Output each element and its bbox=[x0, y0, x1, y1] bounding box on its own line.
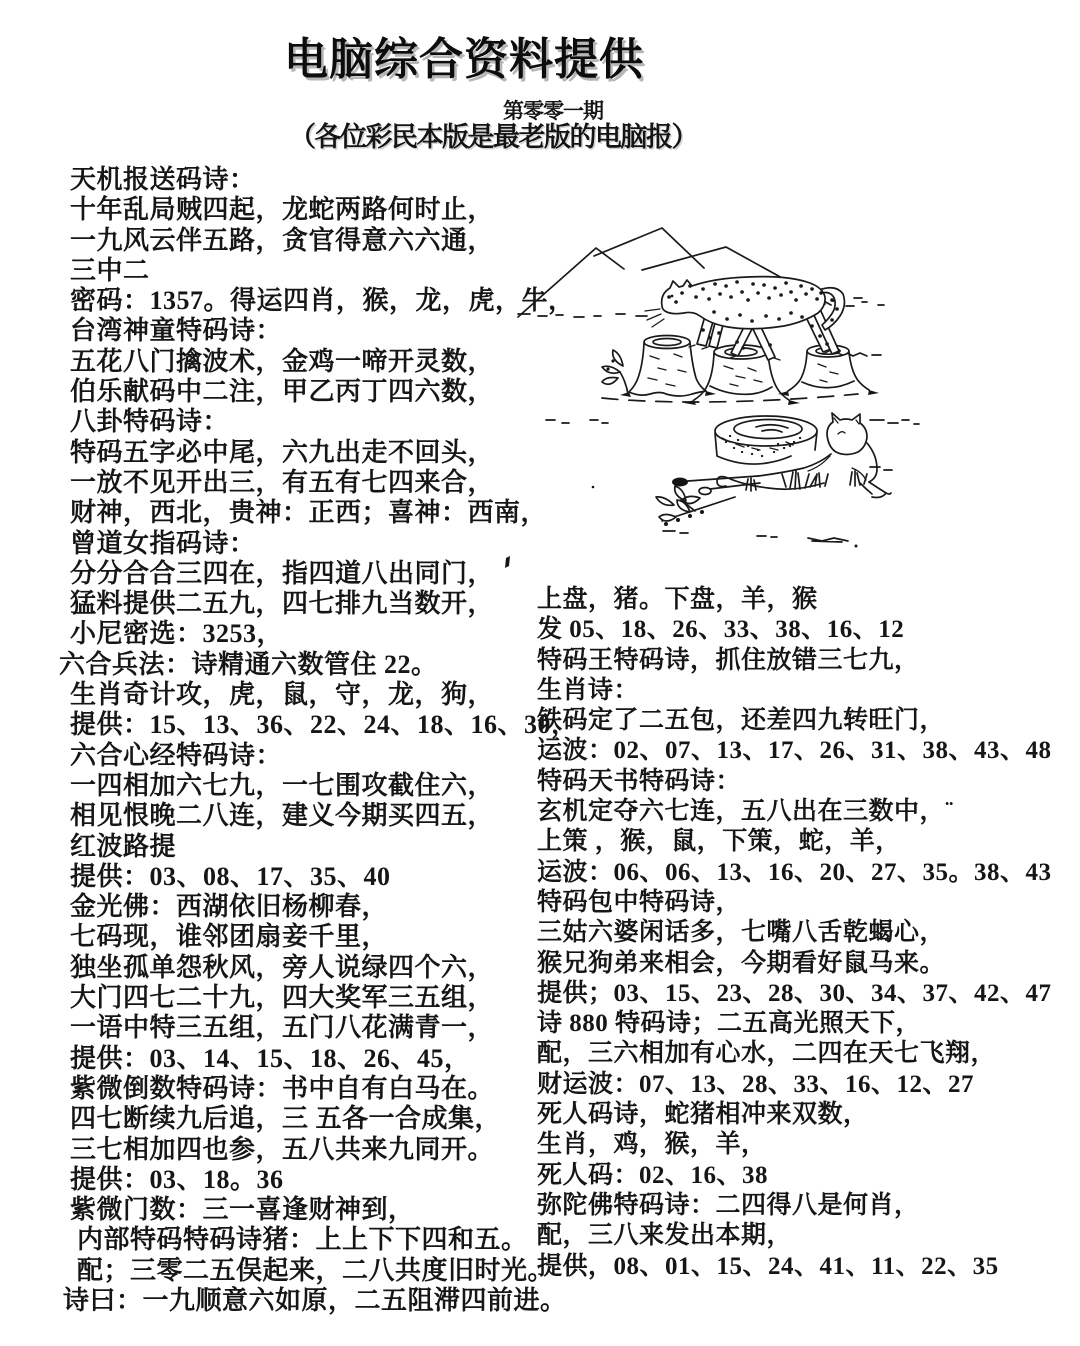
text-line: 一语中特三五组，五门八花满青一， bbox=[70, 1013, 495, 1043]
text-line: 诗曰：一九顺意六如原，二五阻滞四前进。 bbox=[63, 1285, 567, 1315]
right-column bbox=[537, 585, 1052, 1282]
text-line: 上盘，猪。下盘，羊，猴 bbox=[537, 586, 818, 613]
text-line: 六合兵法：诗精通六数管住 22。 bbox=[59, 649, 438, 679]
text-line: 猴兄狗弟来相会，今期看好鼠马来。 bbox=[537, 949, 946, 977]
text-line: 特码王特码诗，抓住放错三七九， bbox=[537, 646, 920, 674]
text-line: 特码五字必中尾，六九出走不回头， bbox=[70, 437, 495, 467]
text-line: 提供；03、15、23、28、30、34、37、42、47 bbox=[537, 979, 1052, 1007]
text-line: 财运波：07、13、28、33、16、12、27 bbox=[537, 1070, 975, 1098]
stump-middle bbox=[684, 345, 800, 405]
ink-mark bbox=[505, 556, 510, 568]
text-line: 运波：06、06、13、16、20、27、35。38、43 bbox=[537, 858, 1052, 886]
leopard-whiskers bbox=[645, 309, 664, 327]
text-line: 一四相加六七九，一七围攻截住六， bbox=[70, 770, 495, 800]
cat-front-paw bbox=[672, 478, 688, 487]
text-line: 三姑六婆闲话多，七嘴八舌乾蝎心， bbox=[537, 919, 946, 947]
text-line: 独坐孤单怨秋风，旁人说绿四个六， bbox=[70, 952, 495, 982]
text-line: 生肖，鸡，猴，羊， bbox=[537, 1131, 767, 1159]
text-line: 玄机定夺六七连，五八出在三数中，¨ bbox=[537, 798, 954, 826]
text-line: 生肖奇计攻，虎，鼠，守，龙，狗， bbox=[70, 680, 495, 710]
text-line: 三七相加四也参，五八共来九同开。 bbox=[70, 1134, 495, 1164]
text-line: 提供：03、14、15、18、26、45， bbox=[70, 1043, 471, 1073]
twig-drawing bbox=[656, 486, 735, 526]
text-line: 提供：03、18。36 bbox=[70, 1164, 284, 1194]
illustration bbox=[490, 180, 1080, 580]
text-line: 四七断续九后追，三 五各一合成集， bbox=[70, 1104, 502, 1134]
text-line: 财神，西北，贵神：正西；喜神：西南， bbox=[70, 498, 548, 528]
text-line: 密码：1357。得运四肖，猴，龙，虎，牛， bbox=[70, 286, 575, 316]
text-line: 提供：15、13、36、22、24、18、16、30， bbox=[70, 710, 578, 740]
text-line: 伯乐献码中二注，甲乙丙丁四六数， bbox=[70, 377, 495, 407]
leopard-eye bbox=[671, 295, 674, 298]
text-line: 八卦特码诗： bbox=[70, 407, 230, 437]
text-line: 天机报送码诗： bbox=[70, 165, 256, 194]
text-line: 特码天书特码诗： bbox=[537, 767, 742, 795]
text-line: 五花八门擒波术，金鸡一啼开灵数， bbox=[70, 346, 495, 376]
text-line: 相见恨晚二八连，建义今期买四五， bbox=[70, 801, 495, 831]
text-line: 内部特码特码诗猪：上上下下四和五。 bbox=[77, 1225, 528, 1255]
text-line: 提供：03、08、17、35、40 bbox=[70, 861, 391, 891]
cat-head bbox=[827, 413, 867, 455]
text-line: 配；三零二五俣起来，二八共度旧时光。 bbox=[77, 1255, 555, 1285]
text-line: 七码现，谁邻团扇妾千里， bbox=[70, 922, 389, 952]
text-line: 曾道女指码诗： bbox=[70, 528, 256, 558]
text-line: 死人码：02、16、38 bbox=[537, 1161, 769, 1189]
text-line: 配，三八来发出本期， bbox=[537, 1222, 793, 1250]
text-line: 一放不见开出三，有五有七四来合， bbox=[70, 467, 495, 497]
issue-number: 第零零一期 bbox=[503, 100, 603, 123]
text-line: 一九风云伴五路，贪官得意六六通， bbox=[70, 225, 495, 255]
text-line: 金光佛：西湖依旧杨柳春， bbox=[70, 892, 389, 922]
stump-right bbox=[778, 345, 879, 396]
text-line: 运波：02、07、13、17、26、31、38、43、48 bbox=[537, 737, 1052, 765]
text-line: 十年乱局贼四起，龙蛇两路何时止， bbox=[70, 195, 495, 225]
text-line: 上策 ，猴，鼠，下策，蛇，羊， bbox=[537, 828, 901, 856]
text-line: 大门四七二十九，四大奖军三五组， bbox=[70, 983, 495, 1013]
edition-note: （各位彩民本版是最老版的电脑报） bbox=[289, 122, 697, 152]
text-line: 诗 880 特码诗；二五高光照天下， bbox=[537, 1010, 922, 1038]
text-line: 配，三六相加有心水，二四在天七飞翔， bbox=[537, 1040, 997, 1068]
big-stump bbox=[715, 416, 817, 464]
text-line: 红波路提 bbox=[70, 831, 177, 861]
text-line: 分分合合三四在，指四道八出同门， bbox=[70, 558, 495, 588]
plant-sprout bbox=[602, 350, 628, 394]
text-line: 提供，08、01、15、24、41、11、22、35 bbox=[537, 1252, 999, 1280]
text-line: 猛料提供二五九，四七排九当数开， bbox=[70, 589, 495, 619]
text-line: 弥陀佛特码诗：二四得八是何肖， bbox=[537, 1191, 920, 1219]
text-line: 生肖诗： bbox=[537, 676, 640, 704]
text-line: 特码包中特码诗， bbox=[537, 888, 742, 916]
text-line: 三中二 bbox=[70, 255, 150, 285]
text-line: 铁码定了二五包，还差四九转旺门， bbox=[537, 707, 946, 735]
text-line: 发 05、18、26、33、38、16、12 bbox=[537, 616, 905, 644]
text-line: 小尼密选：3253， bbox=[70, 619, 284, 649]
text-line: 死人码诗，蛇猪相冲来双数， bbox=[537, 1101, 869, 1129]
text-line: 六合心经特码诗： bbox=[70, 740, 283, 770]
text-line: 紫微门数：三一喜逢财神到， bbox=[70, 1195, 415, 1225]
text-line: 台湾神童特码诗： bbox=[70, 316, 283, 346]
page-title: 电脑综合资料提供 bbox=[284, 35, 644, 84]
text-line: 紫微倒数特码诗：书中自有白马在。 bbox=[70, 1073, 495, 1103]
